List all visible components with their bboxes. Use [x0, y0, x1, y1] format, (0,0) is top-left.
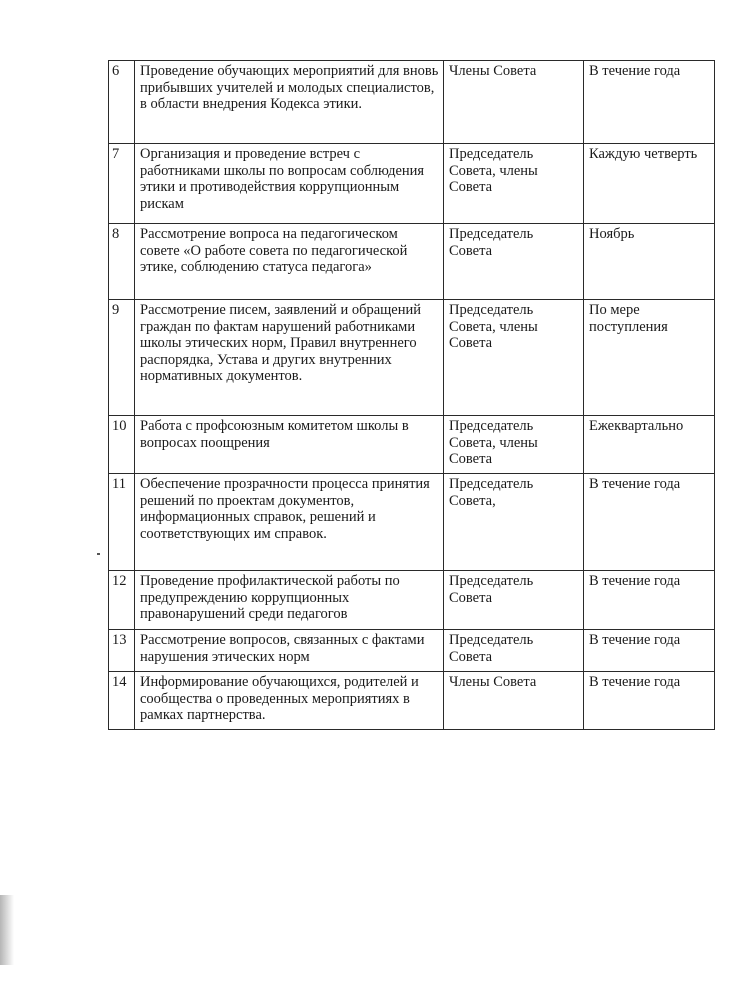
table-row: [109, 672, 715, 730]
row-number: 13: [109, 630, 135, 672]
deadline: В течение года: [584, 474, 715, 571]
scan-artifact-dot: [97, 553, 100, 555]
event-description: Организация и проведение встреч с работниками школы по вопросам соблюдения этики и противодействия коррупционным рискам: [135, 144, 444, 224]
table-row: [109, 144, 715, 224]
scan-edge-shadow: [0, 895, 14, 965]
row-number: 14: [109, 672, 135, 730]
deadline: В течение года: [584, 61, 715, 144]
event-description: Обеспечение прозрачности процесса принятия решений по проектам документов, информационных справок, решений и соответствующих им справок.: [135, 474, 444, 571]
responsible-party: Председатель Совета: [444, 571, 584, 630]
event-description: Рассмотрение вопросов, связанных с фактами нарушения этических норм: [135, 630, 444, 672]
responsible-party: Члены Совета: [444, 672, 584, 730]
responsible-party: Председатель Совета: [444, 630, 584, 672]
event-description: Проведение обучающих мероприятий для вновь прибывших учителей и молодых специалистов, в области внедрения Кодекса этики.: [135, 61, 444, 144]
event-description: Информирование обучающихся, родителей и сообщества о проведенных мероприятиях в рамках партнерства.: [135, 672, 444, 730]
table-row: [109, 630, 715, 672]
row-number: 9: [109, 300, 135, 416]
responsible-party: Председатель Совета, члены Совета: [444, 144, 584, 224]
event-description: Рассмотрение писем, заявлений и обращений граждан по фактам нарушений работниками школы этических норм, Правил внутреннего распорядка, Устава и других внутренних нормативных документов.: [135, 300, 444, 416]
responsible-party: Председатель Совета, члены Совета: [444, 416, 584, 474]
deadline: В течение года: [584, 571, 715, 630]
responsible-party: Члены Совета: [444, 61, 584, 144]
deadline: В течение года: [584, 630, 715, 672]
row-number: 10: [109, 416, 135, 474]
table-row: [109, 300, 715, 416]
table-row: [109, 61, 715, 144]
deadline: По мере поступления: [584, 300, 715, 416]
deadline: Ноябрь: [584, 224, 715, 300]
deadline: Ежеквартально: [584, 416, 715, 474]
row-number: 11: [109, 474, 135, 571]
event-description: Работа с профсоюзным комитетом школы в вопросах поощрения: [135, 416, 444, 474]
deadline: В течение года: [584, 672, 715, 730]
action-plan-table: [108, 60, 715, 730]
event-description: Проведение профилактической работы по предупреждению коррупционных правонарушений среди педагогов: [135, 571, 444, 630]
table-row: [109, 224, 715, 300]
responsible-party: Председатель Совета, члены Совета: [444, 300, 584, 416]
table-row: [109, 416, 715, 474]
responsible-party: Председатель Совета: [444, 224, 584, 300]
row-number: 7: [109, 144, 135, 224]
event-description: Рассмотрение вопроса на педагогическом совете «О работе совета по педагогической этике, соблюдению статуса педагога»: [135, 224, 444, 300]
deadline: Каждую четверть: [584, 144, 715, 224]
row-number: 8: [109, 224, 135, 300]
responsible-party: Председатель Совета,: [444, 474, 584, 571]
table-row: [109, 474, 715, 571]
row-number: 12: [109, 571, 135, 630]
table-row: [109, 571, 715, 630]
row-number: 6: [109, 61, 135, 144]
